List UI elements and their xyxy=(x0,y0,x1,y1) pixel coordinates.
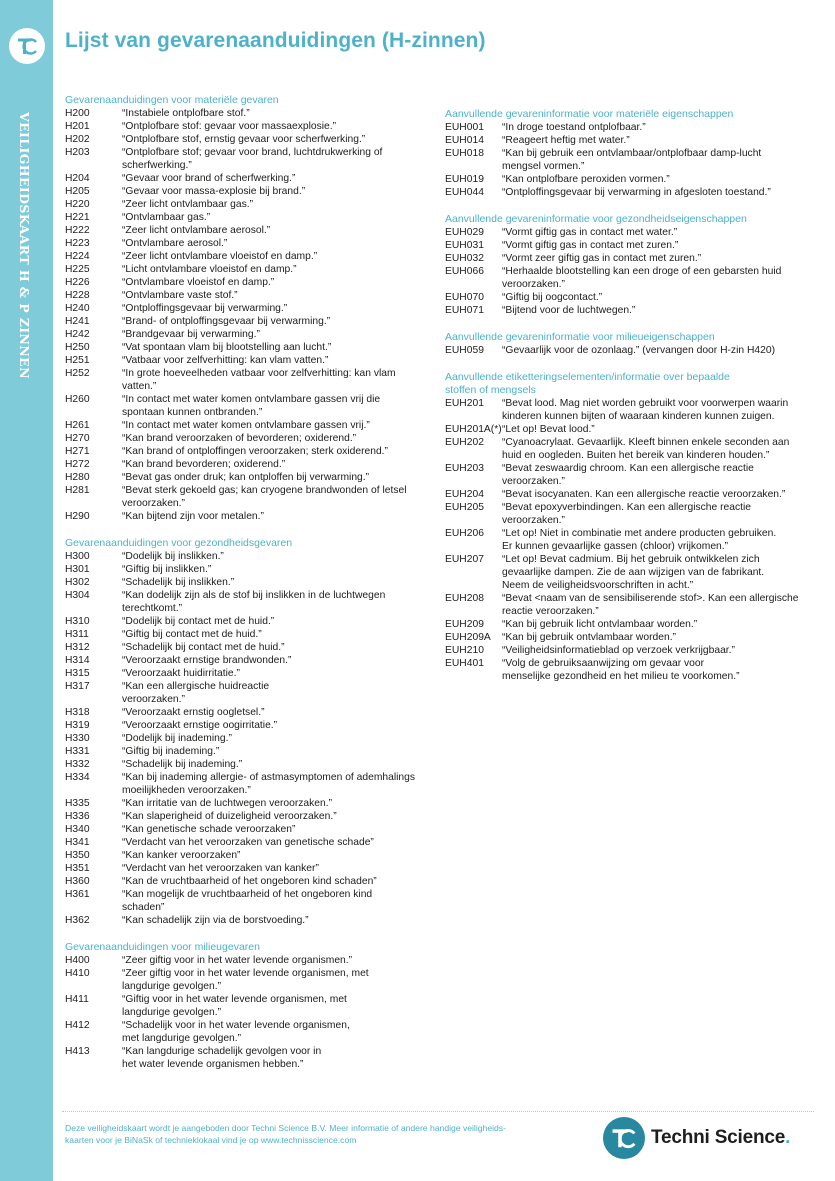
hazard-statement: “Kan bij gebruik een ontvlambaar/ontplofbaar damp-lucht mengsel vormen.” xyxy=(502,148,762,172)
hazard-row xyxy=(445,291,815,304)
hazard-row xyxy=(65,628,430,641)
page-title: Lijst van gevarenaanduidingen (H-zinnen) xyxy=(65,29,486,52)
hazard-code: H340 xyxy=(65,824,90,835)
hazard-row xyxy=(65,146,430,172)
hazard-row xyxy=(65,550,430,563)
hazard-statement: “Vormt giftig gas in contact met zuren.” xyxy=(502,240,679,251)
footer-divider xyxy=(62,1111,814,1112)
hazard-statement: “Ontvlambaar gas.” xyxy=(122,212,211,223)
hazard-code: H319 xyxy=(65,720,90,731)
hazard-statement: “Giftig bij inademing.” xyxy=(122,746,220,757)
hazard-statement: “Ontplofbare stof, ernstig gevaar voor scherfwerking.” xyxy=(122,134,366,145)
hazard-statement: “Kan bij gebruik ontvlambaar worden.” xyxy=(502,632,676,643)
sidebar xyxy=(0,0,53,1181)
hazard-row xyxy=(65,133,430,146)
hazard-statement: “Veroorzaakt ernstige brandwonden.” xyxy=(122,655,292,666)
hazard-code: H311 xyxy=(65,629,89,640)
hazard-code: H242 xyxy=(65,329,90,340)
hazard-code: H252 xyxy=(65,368,90,379)
hazard-statement: “Zeer giftig voor in het water levende organismen.” xyxy=(122,955,353,966)
hazard-code: EUH044 xyxy=(445,187,484,198)
section-title: Aanvullende etiketteringselementen/informatie over bepaalde stoffen of mengsels xyxy=(445,371,730,396)
hazard-code: EUH202 xyxy=(445,437,484,448)
ts-logo-icon xyxy=(9,28,45,64)
hazard-row xyxy=(65,680,430,706)
hazard-row xyxy=(65,823,430,836)
hazard-row xyxy=(445,173,815,186)
hazard-statement: “Kan bijtend zijn voor metalen.” xyxy=(122,511,264,522)
hazard-row xyxy=(65,328,430,341)
hazard-statement: “Kan bij inademing allergie- of astmasymptomen of ademhalings moeilijkheden veroorzaken.” xyxy=(122,772,416,796)
hazard-statement: “Kan brand veroorzaken of bevorderen; oxiderend.” xyxy=(122,433,357,444)
hazard-code: H270 xyxy=(65,433,90,444)
hazard-row xyxy=(445,226,815,239)
hazard-code: H226 xyxy=(65,277,90,288)
hazard-statement: “Bevat epoxyverbindingen. Kan een allergische reactie veroorzaken.” xyxy=(502,502,751,526)
hazard-code: H260 xyxy=(65,394,90,405)
hazard-row xyxy=(65,954,430,967)
hazard-code: H304 xyxy=(65,590,90,601)
hazard-row xyxy=(445,657,815,683)
hazard-statement: “Veroorzaakt ernstig oogletsel.” xyxy=(122,707,265,718)
hazard-row xyxy=(65,810,430,823)
hazard-code: H220 xyxy=(65,199,90,210)
hazard-statement: “In contact met water komen ontvlambare gassen vrij die spontaan kunnen ontbranden.” xyxy=(122,394,381,418)
hazard-statement: “Zeer licht ontvlambare vloeistof en damp.” xyxy=(122,251,318,262)
hazard-code: H240 xyxy=(65,303,90,314)
hazard-row xyxy=(65,237,430,250)
footer-text: Deze veiligheidskaart wordt je aangeboden door Techni Science B.V. Meer informatie of andere handige veiligheids- kaarten voor je BiNaSk of technieklokaal vind je op www.technisscience.com xyxy=(65,1123,506,1145)
hazard-row xyxy=(445,618,815,631)
section-title: Aanvullende gevareninformatie voor gezondheidseigenschappen xyxy=(445,213,747,225)
hazard-row xyxy=(65,432,430,445)
hazard-statement: “Schadelijk voor in het water levende organismen, met langdurige gevolgen.” xyxy=(122,1020,350,1044)
hazard-code: H224 xyxy=(65,251,90,262)
hazard-code: H222 xyxy=(65,225,90,236)
hazard-row xyxy=(65,641,430,654)
hazard-statement: “In droge toestand ontplofbaar.” xyxy=(502,122,646,133)
hazard-statement: “Cyanoacrylaat. Gevaarlijk. Kleeft binnen enkele seconden aan huid en oogleden. Buiten het bereik van kinderen houden.” xyxy=(502,437,790,461)
hazard-statement: “Bevat lood. Mag niet worden gebruikt voor voorwerpen waarin kinderen kunnen bijten of waaraan kinderen kunnen zuigen. xyxy=(502,398,789,422)
hazard-row xyxy=(445,397,815,423)
hazard-row xyxy=(65,276,430,289)
hazard-statement: “Let op! Bevat lood.” xyxy=(502,424,595,435)
hazard-row xyxy=(445,134,815,147)
hazard-statement: “Gevaar voor brand of scherfwerking.” xyxy=(122,173,296,184)
section-title: Aanvullende gevareninformatie voor milieueigenschappen xyxy=(445,331,715,343)
hazard-code: EUH203 xyxy=(445,463,484,474)
hazard-statement: “Giftig bij contact met de huid.” xyxy=(122,629,262,640)
hazard-row xyxy=(65,302,430,315)
hazard-row xyxy=(65,836,430,849)
hazard-row xyxy=(65,471,430,484)
hazard-code: H281 xyxy=(65,485,90,496)
hazard-code: H341 xyxy=(65,837,90,848)
hazard-code: H317 xyxy=(65,681,90,692)
hazard-code: H228 xyxy=(65,290,90,301)
hazard-statement: “Kan dodelijk zijn als de stof bij inslikken in de luchtwegen terechtkomt.” xyxy=(122,590,386,614)
hazard-row xyxy=(65,667,430,680)
right-column xyxy=(445,108,815,697)
hazard-row xyxy=(65,888,430,914)
hazard-code: EUH208 xyxy=(445,593,484,604)
hazard-code: H272 xyxy=(65,459,90,470)
hazard-statement: “Zeer licht ontvlambaar gas.” xyxy=(122,199,254,210)
hazard-row xyxy=(445,501,815,527)
hazard-code: EUH019 xyxy=(445,174,484,185)
hazard-code: EUH207 xyxy=(445,554,484,565)
hazard-row xyxy=(65,875,430,888)
section-title: Gevarenaanduidingen voor milieugevaren xyxy=(65,941,260,953)
section-title: Gevarenaanduidingen voor gezondheidsgevaren xyxy=(65,537,293,549)
hazard-code: EUH029 xyxy=(445,227,484,238)
hazard-statement: “Ontvlambare aerosol.” xyxy=(122,238,228,249)
hazard-row xyxy=(65,107,430,120)
hazard-code: H261 xyxy=(65,420,90,431)
hazard-code: H203 xyxy=(65,147,90,158)
hazard-statement: “Kan slaperigheid of duizeligheid veroorzaken.” xyxy=(122,811,337,822)
hazard-row xyxy=(445,304,815,317)
hazard-code: H410 xyxy=(65,968,90,979)
hazard-section xyxy=(445,213,815,317)
hazard-statement: “Giftig bij inslikken.” xyxy=(122,564,212,575)
hazard-row xyxy=(445,488,815,501)
hazard-code: EUH210 xyxy=(445,645,484,656)
hazard-code: H334 xyxy=(65,772,90,783)
hazard-statement: “Vat spontaan vlam bij blootstelling aan lucht.” xyxy=(122,342,332,353)
hazard-statement: “Veroorzaakt ernstige oogirritatie.” xyxy=(122,720,278,731)
hazard-code: H335 xyxy=(65,798,90,809)
hazard-row xyxy=(445,147,815,173)
hazard-code: EUH018 xyxy=(445,148,484,159)
hazard-statement: “Licht ontvlambare vloeistof en damp.” xyxy=(122,264,297,275)
hazard-row xyxy=(65,563,430,576)
hazard-statement: “Volg de gebruiksaanwijzing om gevaar voor menselijke gezondheid en het milieu te voorkomen.” xyxy=(502,658,740,682)
hazard-row xyxy=(65,1019,430,1045)
vertical-title-wrap xyxy=(18,112,38,442)
hazard-statement: “Verdacht van het veroorzaken van kanker” xyxy=(122,863,319,874)
hazard-code: H223 xyxy=(65,238,90,249)
hazard-statement: “Ontplofbare stof; gevaar voor brand, luchtdrukwerking of scherfwerking.” xyxy=(122,147,383,171)
hazard-statement: “Schadelijk bij inademing.” xyxy=(122,759,243,770)
hazard-row xyxy=(65,993,430,1019)
hazard-statement: “Vatbaar voor zelfverhitting: kan vlam vatten.” xyxy=(122,355,329,366)
hazard-code: H225 xyxy=(65,264,90,275)
hazard-code: H332 xyxy=(65,759,90,770)
hazard-row xyxy=(65,250,430,263)
hazard-statement: “Dodelijk bij inslikken.” xyxy=(122,551,224,562)
hazard-code: EUH201 xyxy=(445,398,484,409)
hazard-row xyxy=(445,631,815,644)
hazard-row xyxy=(65,185,430,198)
hazard-section xyxy=(445,331,815,357)
hazard-row xyxy=(65,484,430,510)
hazard-statement: “Veroorzaakt huidirritatie.” xyxy=(122,668,240,679)
hazard-statement: “Dodelijk bij contact met de huid.” xyxy=(122,616,275,627)
hazard-code: H361 xyxy=(65,889,90,900)
hazard-code: H310 xyxy=(65,616,90,627)
hazard-statement: “Kan irritatie van de luchtwegen veroorzaken.” xyxy=(122,798,333,809)
hazard-row xyxy=(445,527,815,553)
hazard-statement: “Gevaarlijk voor de ozonlaag.” (vervangen door H-zin H420) xyxy=(502,345,775,356)
hazard-statement: “Kan bij gebruik licht ontvlambaar worden.” xyxy=(502,619,698,630)
hazard-row xyxy=(65,263,430,276)
hazard-code: EUH209A xyxy=(445,632,491,643)
hazard-statement: “Veiligheidsinformatieblad op verzoek verkrijgbaar.” xyxy=(502,645,735,656)
hazard-code: H350 xyxy=(65,850,90,861)
hazard-code: EUH031 xyxy=(445,240,484,251)
hazard-row xyxy=(65,445,430,458)
hazard-row xyxy=(445,239,815,252)
hazard-row xyxy=(65,367,430,393)
hazard-row xyxy=(445,436,815,462)
section-title: Gevarenaanduidingen voor materiële gevaren xyxy=(65,94,279,106)
hazard-statement: “Let op! Bevat cadmium. Bij het gebruik ontwikkelen zich gevaarlijke dampen. Zie de aan wijzigen van de fabrikant. Neem de veiligheidsvoorschriften in acht.” xyxy=(502,554,765,591)
hazard-section xyxy=(65,537,430,927)
brand-name: Techni Science. xyxy=(651,1127,791,1148)
hazard-statement: “Kan schadelijk zijn via de borstvoeding.” xyxy=(122,915,309,926)
hazard-row xyxy=(445,186,815,199)
hazard-code: H290 xyxy=(65,511,90,522)
hazard-statement: “Zeer licht ontvlambare aerosol.” xyxy=(122,225,271,236)
hazard-row xyxy=(65,120,430,133)
hazard-code: EUH066 xyxy=(445,266,484,277)
hazard-statement: “Bevat gas onder druk; kan ontploffen bij verwarming.” xyxy=(122,472,370,483)
hazard-code: EUH059 xyxy=(445,345,484,356)
hazard-statement: “Kan ontplofbare peroxiden vormen.” xyxy=(502,174,670,185)
hazard-code: H336 xyxy=(65,811,90,822)
hazard-statement: “Kan langdurige schadelijk gevolgen voor in het water levende organismen hebben.” xyxy=(122,1046,322,1070)
hazard-code: H301 xyxy=(65,564,90,575)
hazard-code: H280 xyxy=(65,472,90,483)
hazard-code: H411 xyxy=(65,994,89,1005)
hazard-statement: “Kan mogelijk de vruchtbaarheid of het ongeboren kind schaden” xyxy=(122,889,373,913)
hazard-code: H201 xyxy=(65,121,90,132)
hazard-statement: “Kan een allergische huidreactie veroorzaken.” xyxy=(122,681,270,705)
hazard-row xyxy=(445,252,815,265)
hazard-row xyxy=(65,576,430,589)
hazard-code: EUH071 xyxy=(445,305,484,316)
hazard-code: H413 xyxy=(65,1046,90,1057)
hazard-statement: “Bijtend voor de luchtwegen.” xyxy=(502,305,636,316)
hazard-row xyxy=(65,914,430,927)
hazard-statement: “Bevat sterk gekoeld gas; kan cryogene brandwonden of letsel veroorzaken.” xyxy=(122,485,407,509)
hazard-code: H251 xyxy=(65,355,90,366)
hazard-statement: “Bevat <naam van de sensibiliserende stof>. Kan een allergische reactie veroorzaken.” xyxy=(502,593,799,617)
hazard-statement: “Kan genetische schade veroorzaken” xyxy=(122,824,296,835)
vertical-title: VEILIGHEIDSKAART H & P ZINNEN xyxy=(17,112,32,379)
hazard-section xyxy=(65,94,430,523)
hazard-code: EUH032 xyxy=(445,253,484,264)
hazard-statement: “Schadelijk bij inslikken.” xyxy=(122,577,235,588)
section-title: Aanvullende gevareninformatie voor materiële eigenschappen xyxy=(445,108,734,120)
hazard-code: H318 xyxy=(65,707,90,718)
hazard-row xyxy=(65,354,430,367)
hazard-row xyxy=(65,797,430,810)
hazard-row xyxy=(445,553,815,592)
hazard-statement: “Bevat isocyanaten. Kan een allergische reactie veroorzaken.” xyxy=(502,489,786,500)
hazard-code: EUH206 xyxy=(445,528,484,539)
hazard-statement: “Schadelijk bij contact met de huid.” xyxy=(122,642,285,653)
hazard-statement: “Vormt zeer giftig gas in contact met zuren.” xyxy=(502,253,702,264)
hazard-code: H302 xyxy=(65,577,90,588)
hazard-statement: “Kan brand bevorderen; oxiderend.” xyxy=(122,459,286,470)
hazard-row xyxy=(65,289,430,302)
hazard-row xyxy=(65,198,430,211)
hazard-code: EUH014 xyxy=(445,135,484,146)
hazard-statement: “Ontploffingsgevaar bij verwarming in afgesloten toestand.” xyxy=(502,187,771,198)
hazard-statement: “Verdacht van het veroorzaken van genetische schade” xyxy=(122,837,374,848)
hazard-code: H221 xyxy=(65,212,90,223)
hazard-statement: “Instabiele ontplofbare stof.” xyxy=(122,108,250,119)
hazard-statement: “Brand- of ontploffingsgevaar bij verwarming.” xyxy=(122,316,331,327)
hazard-statement: “Zeer giftig voor in het water levende organismen, met langdurige gevolgen.” xyxy=(122,968,369,992)
hazard-row xyxy=(65,771,430,797)
hazard-row xyxy=(65,862,430,875)
brand-logo xyxy=(603,1117,790,1159)
hazard-code: H312 xyxy=(65,642,90,653)
hazard-row xyxy=(445,423,815,436)
hazard-statement: “Let op! Niet in combinatie met andere producten gebruiken. Er kunnen gevaarlijke gassen (chloor) vrijkomen.” xyxy=(502,528,777,552)
hazard-code: H331 xyxy=(65,746,90,757)
hazard-statement: “Herhaalde blootstelling kan een droge of een gebarsten huid veroorzaken.” xyxy=(502,266,782,290)
hazard-row xyxy=(65,719,430,732)
hazard-row xyxy=(65,224,430,237)
hazard-row xyxy=(65,315,430,328)
hazard-row xyxy=(65,458,430,471)
hazard-code: H412 xyxy=(65,1020,90,1031)
hazard-row xyxy=(65,419,430,432)
hazard-row xyxy=(65,1045,430,1071)
hazard-row xyxy=(65,393,430,419)
hazard-statement: “Giftig voor in het water levende organismen, met langdurige gevolgen.” xyxy=(122,994,347,1018)
hazard-row xyxy=(445,265,815,291)
hazard-row xyxy=(65,732,430,745)
hazard-code: H271 xyxy=(65,446,90,457)
hazard-row xyxy=(65,341,430,354)
hazard-code: H314 xyxy=(65,655,90,666)
hazard-row xyxy=(445,462,815,488)
hazard-row xyxy=(65,706,430,719)
hazard-row xyxy=(445,344,815,357)
hazard-section xyxy=(65,941,430,1071)
hazard-statement: “In contact met water komen ontvlambare gassen vrij.” xyxy=(122,420,370,431)
hazard-statement: “Kan kanker veroorzaken” xyxy=(122,850,241,861)
hazard-code: H351 xyxy=(65,863,90,874)
hazard-row xyxy=(445,644,815,657)
hazard-section xyxy=(445,371,815,683)
hazard-statement: “Ontvlambare vaste stof.” xyxy=(122,290,238,301)
hazard-code: H362 xyxy=(65,915,90,926)
hazard-statement: “Ontplofbare stof: gevaar voor massaexplosie.” xyxy=(122,121,337,132)
hazard-code: EUH401 xyxy=(445,658,484,669)
hazard-code: H205 xyxy=(65,186,90,197)
hazard-code: EUH070 xyxy=(445,292,484,303)
hazard-code: H360 xyxy=(65,876,90,887)
hazard-statement: “Gevaar voor massa-explosie bij brand.” xyxy=(122,186,306,197)
hazard-row xyxy=(65,745,430,758)
hazard-code: EUH209 xyxy=(445,619,484,630)
hazard-row xyxy=(445,592,815,618)
hazard-code: EUH001 xyxy=(445,122,484,133)
hazard-statement: “Ontploffingsgevaar bij verwarming.” xyxy=(122,303,288,314)
hazard-statement: “In grote hoeveelheden vatbaar voor zelfverhitting: kan vlam vatten.” xyxy=(122,368,396,392)
hazard-row xyxy=(65,967,430,993)
hazard-statement: “Bevat zeswaardig chroom. Kan een allergische reactie veroorzaken.” xyxy=(502,463,754,487)
hazard-row xyxy=(65,211,430,224)
hazard-row xyxy=(65,849,430,862)
hazard-code: EUH205 xyxy=(445,502,484,513)
hazard-code: EUH201A(*) xyxy=(445,424,502,435)
hazard-code: H241 xyxy=(65,316,90,327)
hazard-statement: “Brandgevaar bij verwarming.” xyxy=(122,329,260,340)
hazard-section xyxy=(445,108,815,199)
hazard-code: H300 xyxy=(65,551,90,562)
hazard-statement: “Reageert heftig met water.” xyxy=(502,135,630,146)
hazard-row xyxy=(445,121,815,134)
hazard-row xyxy=(65,654,430,667)
hazard-code: EUH204 xyxy=(445,489,484,500)
hazard-code: H200 xyxy=(65,108,90,119)
brand-logo-icon xyxy=(603,1117,645,1159)
hazard-statement: “Giftig bij oogcontact.” xyxy=(502,292,603,303)
hazard-code: H202 xyxy=(65,134,90,145)
hazard-statement: “Dodelijk bij inademing.” xyxy=(122,733,232,744)
hazard-code: H330 xyxy=(65,733,90,744)
hazard-code: H204 xyxy=(65,173,90,184)
hazard-row xyxy=(65,615,430,628)
hazard-statement: “Ontvlambare vloeistof en damp.” xyxy=(122,277,275,288)
hazard-row xyxy=(65,510,430,523)
hazard-statement: “Kan brand of ontploffingen veroorzaken; sterk oxiderend.” xyxy=(122,446,388,457)
hazard-row xyxy=(65,758,430,771)
hazard-statement: “Kan de vruchtbaarheid of het ongeboren kind schaden” xyxy=(122,876,377,887)
hazard-code: H400 xyxy=(65,955,90,966)
hazard-code: H250 xyxy=(65,342,90,353)
hazard-code: H315 xyxy=(65,668,90,679)
hazard-statement: “Vormt giftig gas in contact met water.” xyxy=(502,227,678,238)
hazard-row xyxy=(65,172,430,185)
hazard-row xyxy=(65,589,430,615)
left-column xyxy=(65,94,430,1085)
